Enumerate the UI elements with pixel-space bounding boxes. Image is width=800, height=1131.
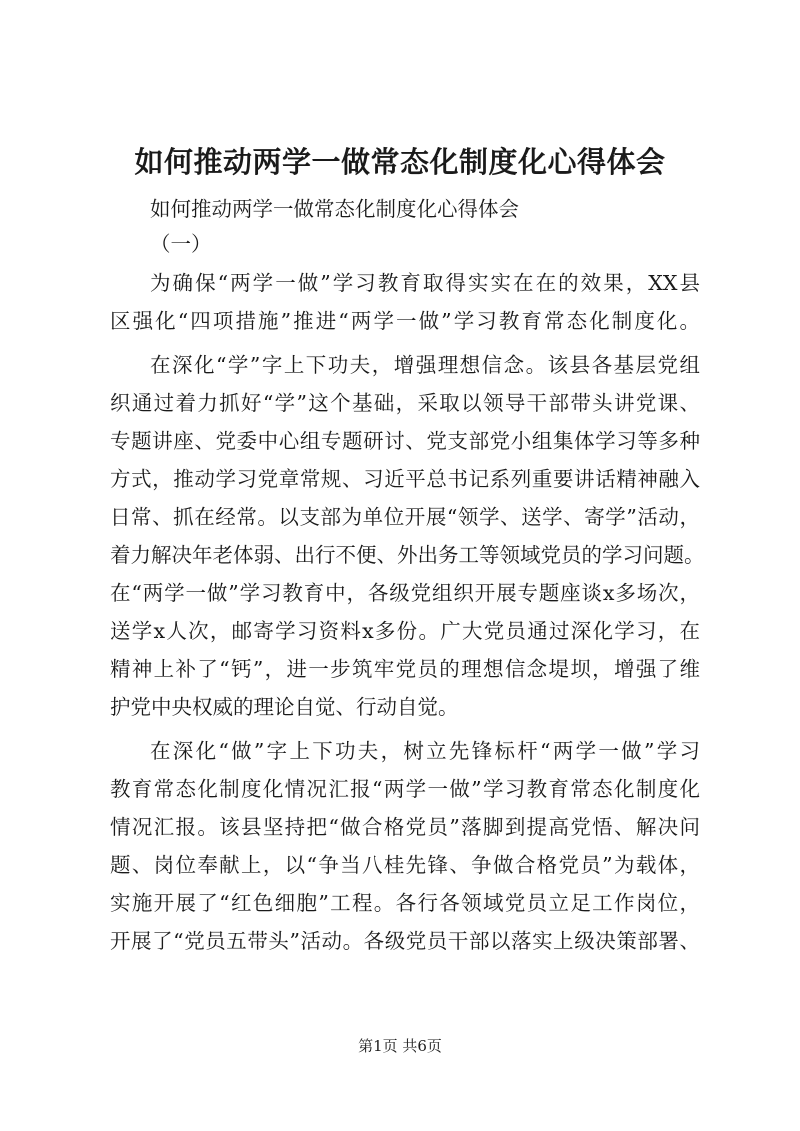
paragraph-line: 在深化“学”字上下功夫，增强理想信念。该县各基层党组 [150,353,700,377]
paragraph-line: 在“两学一做”学习教育中，各级党组织开展专题座谈x多场次， [110,581,700,605]
paragraph-line: 实施开展了“红色细胞”工程。各行各领域党员立足工作岗位， [110,891,700,915]
paragraph-line: 教育常态化制度化情况汇报“两学一做”学习教育常态化制度化 [110,777,700,801]
paragraph-line: 方式，推动学习党章常规、习近平总书记系列重要讲话精神融入 [110,467,700,491]
paragraph-line: 在深化“做”字上下功夫，树立先锋标杆“两学一做”学习 [150,739,700,763]
paragraph-line: 织通过着力抓好“学”这个基础，采取以领导干部带头讲党课、 [110,391,700,415]
section-marker: （一） [150,232,212,256]
document-subtitle: 如何推动两学一做常态化制度化心得体会 [150,197,519,221]
paragraph-line: 题、岗位奉献上，以“争当八桂先锋、争做合格党员”为载体， [110,853,700,877]
paragraph-line: 情况汇报。该县坚持把“做合格党员”落脚到提高党悟、解决问 [110,815,700,839]
document-title: 如何推动两学一做常态化制度化心得体会 [134,145,666,179]
paragraph-line: 开展了“党员五带头”活动。各级党员干部以落实上级决策部署、 [110,929,700,953]
paragraph-line: 为确保“两学一做”学习教育取得实实在在的效果，XX县 [150,271,700,295]
paragraph-line: 送学x人次，邮寄学习资料x多份。广大党员通过深化学习，在 [110,619,700,643]
page-number-footer: 第1页 共6页 [358,1037,442,1055]
paragraph-line: 护党中央权威的理论自觉、行动自觉。 [110,695,459,719]
paragraph-line: 专题讲座、党委中心组专题研讨、党支部党小组集体学习等多种 [110,429,700,453]
paragraph-line: 精神上补了“钙”，进一步筑牢党员的理想信念堤坝，增强了维 [110,657,700,681]
paragraph-line: 区强化“四项措施”推进“两学一做”学习教育常态化制度化。 [110,309,700,333]
paragraph-line: 着力解决年老体弱、出行不便、外出务工等领域党员的学习问题。 [110,543,705,567]
paragraph-line: 日常、抓在经常。以支部为单位开展“领学、送学、寄学”活动， [110,505,700,529]
